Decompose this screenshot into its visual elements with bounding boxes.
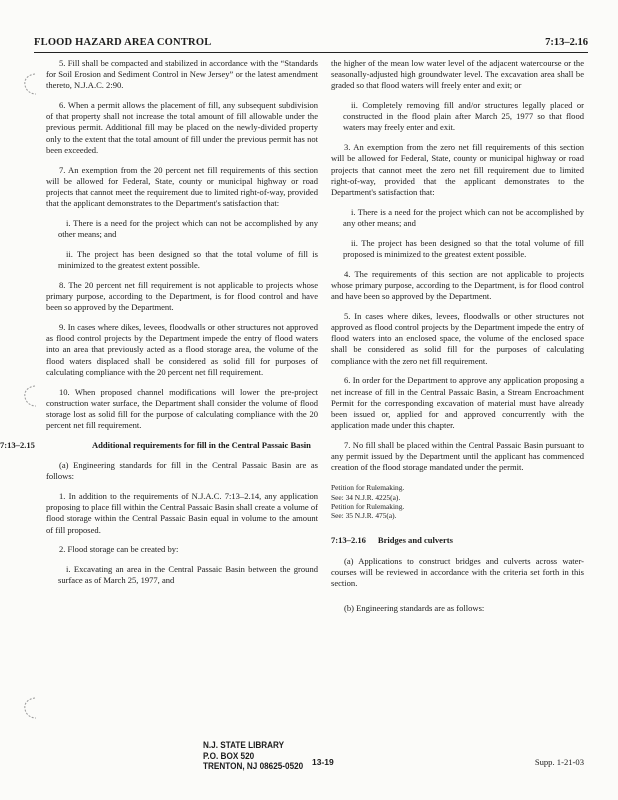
petition-line: Petition for Rulemaking. [331, 483, 405, 493]
section-heading [331, 535, 584, 546]
header-rule [34, 52, 588, 53]
section-title: Bridges and culverts [377, 534, 453, 545]
paragraph: 10. When proposed channel modifications will lower the pre-project construction water surface, the Department shall consider the volume of flood storage lost as solid fill for the purpose of calculating compliance with the 20 percent net fill requirement. [46, 386, 318, 431]
paragraph: 6. In order for the Department to approve any application proposing a net increase of fill in the Central Passaic Basin, a Stream Encroachment Permit for the corresponding excavation of material must have already been issued or, applied for and approved concurrently with the application made under this chapter. [331, 375, 584, 431]
paragraph: (b) Engineering standards are as follows: [344, 603, 485, 614]
paragraph: 4. The requirements of this section are not applicable to projects whose primary purpose, according to the Department, is for flood control and have been so approved by the Department. [331, 268, 584, 302]
paragraph: 7. No fill shall be placed within the Central Passaic Basin pursuant to any permit issued by the Department until the applicant has commenced creation of the flood storage mandated under the permit. [331, 439, 584, 473]
right-column [331, 58, 584, 623]
paragraph: (a) Engineering standards for fill in the Central Passaic Basin are as follows: [46, 460, 318, 482]
petition-line: Petition for Rulemaking. [331, 501, 405, 511]
punch-hole-icon [23, 384, 37, 408]
section-number: 7:13–2.16 [331, 534, 366, 545]
section-title: Additional requirements for fill in the Central Passaic Basin [92, 439, 311, 450]
paragraph: (a) Applications to construct bridges and culverts across water-courses will be reviewed in accordance with the criteria set forth in this section. [331, 555, 584, 588]
paragraph: 9. In cases where dikes, levees, floodwalls or other structures not approved as flood control projects by the Department impede the entry of flood waters into an area that previously acted as a flood storage area, the volume of the flood waters displaced shall be considered as solid fill for purposes of calculating compliance with the 20 percent net fill requirement. [46, 322, 318, 377]
stamp-line: TRENTON, NJ 08625-0520 [203, 761, 304, 772]
paragraph: 6. When a permit allows the placement of fill, any subsequent subdivision of that property shall not increase the total amount of fill allowable under the previous permit. Additional fill may be placed on the newly-divided property only to the extent that the total amount of fill under the previous permit has not been exceeded. [46, 100, 318, 155]
petition-notes [331, 483, 584, 520]
paragraph: 5. Fill shall be compacted and stabilized in accordance with the “Standards for Soil Erosion and Sediment Control in New Jersey” or the latest amendment thereto, N.J.A.C. 2:90. [46, 58, 318, 91]
subparagraph: i. There is a need for the project which can not be accomplished by any other means; and [343, 206, 584, 228]
petition-line: See: 35 N.J.R. 475(a). [331, 511, 397, 521]
paragraph: 2. Flood storage can be created by: [59, 544, 179, 555]
header-title: FLOOD HAZARD AREA CONTROL [34, 37, 212, 48]
left-column [0, 58, 318, 595]
punch-hole-icon [23, 696, 37, 720]
subparagraph: ii. The project has been designed so that the total volume of fill proposed is minimized to the greatest extent possible. [343, 237, 584, 259]
paragraph: 8. The 20 percent net fill requirement is not applicable to projects whose primary purpose, according to the Department, is for flood control and have been so approved by the Department. [46, 279, 318, 313]
paragraph: 7. An exemption from the 20 percent net fill requirements of this section will be allowed for Federal, State, county or municipal highway or road projects that cannot meet the requirement due to limited right-of-way, provided that the applicant demonstrates to the Department's satisfaction that: [46, 164, 318, 209]
header-section: 7:13–2.16 [545, 37, 588, 48]
paragraph: 3. An exemption from the zero net fill requirements of this section will be allowed for Federal, State, county or municipal highway or road projects that cannot meet the zero net fill requirement due to limited right-of-way, provided that the applicant demonstrates to the Department's satisfaction that: [331, 142, 584, 197]
subparagraph: ii. Completely removing fill and/or structures legally placed or constructed in the flood plain after March 25, 1977 so that flood waters may freely enter and exit. [343, 100, 584, 133]
running-header [34, 37, 588, 51]
subparagraph: ii. The project has been designed so that the total volume of fill is minimized to the greatest extent possible. [58, 248, 318, 271]
paragraph-continued: the higher of the mean low water level of the adjacent watercourse or the seasonally-adjusted high groundwater level. The excavation area shall be graded so that flood waters will freely enter and exit; or [331, 58, 584, 91]
stamp-line: P.O. BOX 520 [203, 750, 255, 762]
page-number: 13-19 [312, 757, 334, 767]
library-stamp [203, 741, 303, 773]
punch-hole-icon [23, 72, 37, 96]
section-number: 7:13–2.15 [0, 439, 35, 450]
section-heading [0, 439, 318, 451]
stamp-line: N.J. STATE LIBRARY [203, 740, 285, 751]
supplement-date: Supp. 1-21-03 [534, 757, 584, 767]
subparagraph: i. Excavating an area in the Central Passaic Basin between the ground surface as of March 25, 1977, and [58, 564, 318, 586]
subparagraph: i. There is a need for the project which can not be accomplished by any other means; and [58, 217, 318, 240]
paragraph: 5. In cases where dikes, levees, floodwalls or other structures not approved as flood control projects by the Department impede the entry of flood waters into an enclosed space, the volume of the enclosed space shall be considered as solid fill for the purposes of calculating compliance with the zero net fill requirement. [331, 310, 584, 366]
paragraph: 1. In addition to the requirements of N.J.A.C. 7:13–2.14, any application proposing to place fill within the Central Passaic Basin shall create a volume of flood storage within the Central Passaic Basin equal in volume to the amount of fill proposed. [46, 491, 318, 535]
petition-line: See: 34 N.J.R. 4225(a). [331, 492, 401, 502]
